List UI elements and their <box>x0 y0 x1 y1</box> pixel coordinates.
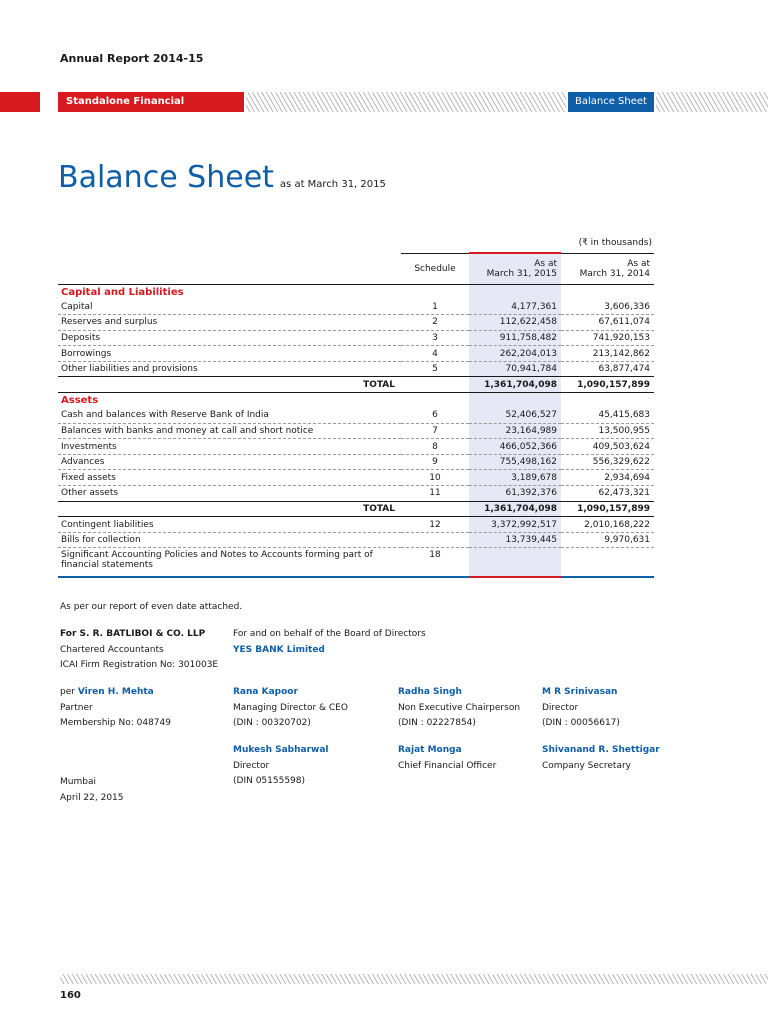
row-current: 61,392,376 <box>469 486 561 502</box>
row-current: 3,372,992,517 <box>469 517 561 533</box>
row-current: 262,204,013 <box>469 346 561 362</box>
table-row <box>58 454 654 470</box>
signatory <box>398 743 496 774</box>
row-previous <box>561 548 654 578</box>
row-previous: 45,415,683 <box>561 408 654 423</box>
section-heading-row <box>58 393 654 409</box>
row-schedule: 3 <box>401 330 469 346</box>
row-label: Reserves and surplus <box>58 315 401 331</box>
signatory-title: Director <box>542 702 579 713</box>
auditor-firm: For S. R. BATLIBOI & CO. LLP <box>60 629 206 639</box>
header-hatch-divider-right <box>656 92 768 112</box>
units-note: (₹ in thousands) <box>578 238 652 248</box>
signatory <box>233 685 348 732</box>
total-row <box>58 377 654 393</box>
signatory-name: Rajat Monga <box>398 745 462 755</box>
table-row <box>58 470 654 486</box>
header-current-line2: March 31, 2015 <box>486 268 557 279</box>
section-heading-row <box>58 284 654 300</box>
row-schedule: 1 <box>401 300 469 315</box>
row-label: Advances <box>58 454 401 470</box>
row-current: 466,052,366 <box>469 439 561 455</box>
signatory-name: Shivanand R. Shettigar <box>542 745 660 755</box>
company-name: YES BANK Limited <box>233 644 325 655</box>
row-current: 3,189,678 <box>469 470 561 486</box>
row-schedule: 8 <box>401 439 469 455</box>
header-previous-line1: As at <box>627 258 650 269</box>
balance-sheet-table <box>58 252 654 578</box>
signatory <box>542 685 620 732</box>
row-previous: 213,142,862 <box>561 346 654 362</box>
row-previous: 9,970,631 <box>561 532 654 548</box>
table-row <box>58 532 654 548</box>
row-previous: 2,934,694 <box>561 470 654 486</box>
row-schedule <box>401 532 469 548</box>
row-label: Fixed assets <box>58 470 401 486</box>
auditor-prefix: per <box>60 687 75 697</box>
header-current <box>469 253 561 284</box>
signatory-name: Mukesh Sabharwal <box>233 745 329 755</box>
row-schedule: 5 <box>401 361 469 377</box>
table-header-row <box>58 253 654 284</box>
row-label: Deposits <box>58 330 401 346</box>
row-label: Balances with banks and money at call and short notice <box>58 423 401 439</box>
total-row <box>58 501 654 517</box>
section-heading: Capital and Liabilities <box>61 286 184 298</box>
table-row <box>58 486 654 502</box>
report-note: As per our report of even date attached. <box>60 602 243 612</box>
signatory-name: Rana Kapoor <box>233 687 298 697</box>
signatory <box>398 685 520 732</box>
section-tag: Standalone Financial Statements <box>58 92 244 112</box>
row-label: Capital <box>58 300 401 315</box>
table-row <box>58 423 654 439</box>
row-schedule: 18 <box>401 548 469 578</box>
row-previous: 556,329,622 <box>561 454 654 470</box>
row-label: Investments <box>58 439 401 455</box>
row-current: 13,739,445 <box>469 532 561 548</box>
auditor-block <box>60 627 218 674</box>
row-label: Significant Accounting Policies and Notes to Accounts forming part of financial statements <box>58 548 401 578</box>
row-current: 4,177,361 <box>469 300 561 315</box>
signatory <box>542 743 660 774</box>
row-label: Other liabilities and provisions <box>58 361 401 377</box>
row-previous: 13,500,955 <box>561 423 654 439</box>
header-schedule: Schedule <box>401 253 469 284</box>
row-schedule: 11 <box>401 486 469 502</box>
table-row <box>58 300 654 315</box>
table-row <box>58 517 654 533</box>
row-current: 911,758,482 <box>469 330 561 346</box>
signatory-title: Chief Financial Officer <box>398 760 497 771</box>
total-current: 1,361,704,098 <box>469 501 561 517</box>
auditor-title: Partner <box>60 702 93 713</box>
board-block <box>233 627 426 658</box>
signatory-din: (DIN : 02227854) <box>398 718 476 728</box>
table-row <box>58 330 654 346</box>
row-current: 52,406,527 <box>469 408 561 423</box>
row-label: Other assets <box>58 486 401 502</box>
page-number: 160 <box>60 990 81 1001</box>
signatory-title: Non Executive Chairperson <box>398 702 521 713</box>
header-current-line1: As at <box>534 258 557 269</box>
row-current: 112,622,458 <box>469 315 561 331</box>
signatory-din: (DIN 05155598) <box>233 776 306 786</box>
table-row <box>58 361 654 377</box>
signatory-title: Director <box>233 760 270 771</box>
row-previous: 63,877,474 <box>561 361 654 377</box>
table-row <box>58 548 654 578</box>
row-previous: 409,503,624 <box>561 439 654 455</box>
date: April 22, 2015 <box>60 792 124 803</box>
signatory-din: (DIN : 00320702) <box>233 718 311 728</box>
total-previous: 1,090,157,899 <box>561 501 654 517</box>
row-schedule: 4 <box>401 346 469 362</box>
auditor-reg: ICAI Firm Registration No: 301003E <box>60 660 219 670</box>
total-previous: 1,090,157,899 <box>561 377 654 393</box>
table-row <box>58 346 654 362</box>
row-schedule: 2 <box>401 315 469 331</box>
row-label: Bills for collection <box>58 532 401 548</box>
row-current <box>469 548 561 578</box>
place-date <box>60 775 124 806</box>
header-previous <box>561 253 654 284</box>
place: Mumbai <box>60 777 96 787</box>
row-previous: 67,611,074 <box>561 315 654 331</box>
report-title: Annual Report 2014-15 <box>60 52 204 65</box>
row-previous: 3,606,336 <box>561 300 654 315</box>
row-previous: 62,473,321 <box>561 486 654 502</box>
title-main: Balance Sheet <box>58 160 274 195</box>
row-previous: 2,010,168,222 <box>561 517 654 533</box>
row-schedule: 7 <box>401 423 469 439</box>
header-previous-line2: March 31, 2014 <box>579 268 650 279</box>
signatory-din: (DIN : 00056617) <box>542 718 620 728</box>
total-current: 1,361,704,098 <box>469 377 561 393</box>
auditor-name: Viren H. Mehta <box>77 687 154 697</box>
header-blank <box>58 253 401 284</box>
row-current: 70,941,784 <box>469 361 561 377</box>
table-row <box>58 315 654 331</box>
row-schedule: 12 <box>401 517 469 533</box>
footer-hatch-divider <box>60 974 768 984</box>
row-previous: 741,920,153 <box>561 330 654 346</box>
signatory-name: M R Srinivasan <box>542 687 618 697</box>
row-schedule: 9 <box>401 454 469 470</box>
total-label: TOTAL <box>58 377 401 393</box>
table-row <box>58 439 654 455</box>
signatory-title: Managing Director & CEO <box>233 702 348 713</box>
header-hatch-divider <box>246 92 566 112</box>
row-current: 23,164,989 <box>469 423 561 439</box>
auditor-role: Chartered Accountants <box>60 644 164 655</box>
auditor-membership: Membership No: 048749 <box>60 718 171 728</box>
page-title <box>58 160 386 195</box>
table-row <box>58 408 654 423</box>
row-current: 755,498,162 <box>469 454 561 470</box>
auditor-signatory <box>60 685 171 732</box>
row-schedule: 10 <box>401 470 469 486</box>
row-label: Borrowings <box>58 346 401 362</box>
title-subtitle: as at March 31, 2015 <box>279 179 386 190</box>
board-line: For and on behalf of the Board of Directors <box>233 629 426 639</box>
section-heading: Assets <box>61 395 99 407</box>
page-tag: Balance Sheet <box>568 92 654 112</box>
total-label: TOTAL <box>58 501 401 517</box>
signatory-name: Radha Singh <box>398 687 462 697</box>
row-label: Contingent liabilities <box>58 517 401 533</box>
signatory-title: Company Secretary <box>542 760 631 771</box>
signatory <box>233 743 329 790</box>
row-schedule: 6 <box>401 408 469 423</box>
row-label: Cash and balances with Reserve Bank of India <box>58 408 401 423</box>
red-accent-bar <box>0 92 40 112</box>
